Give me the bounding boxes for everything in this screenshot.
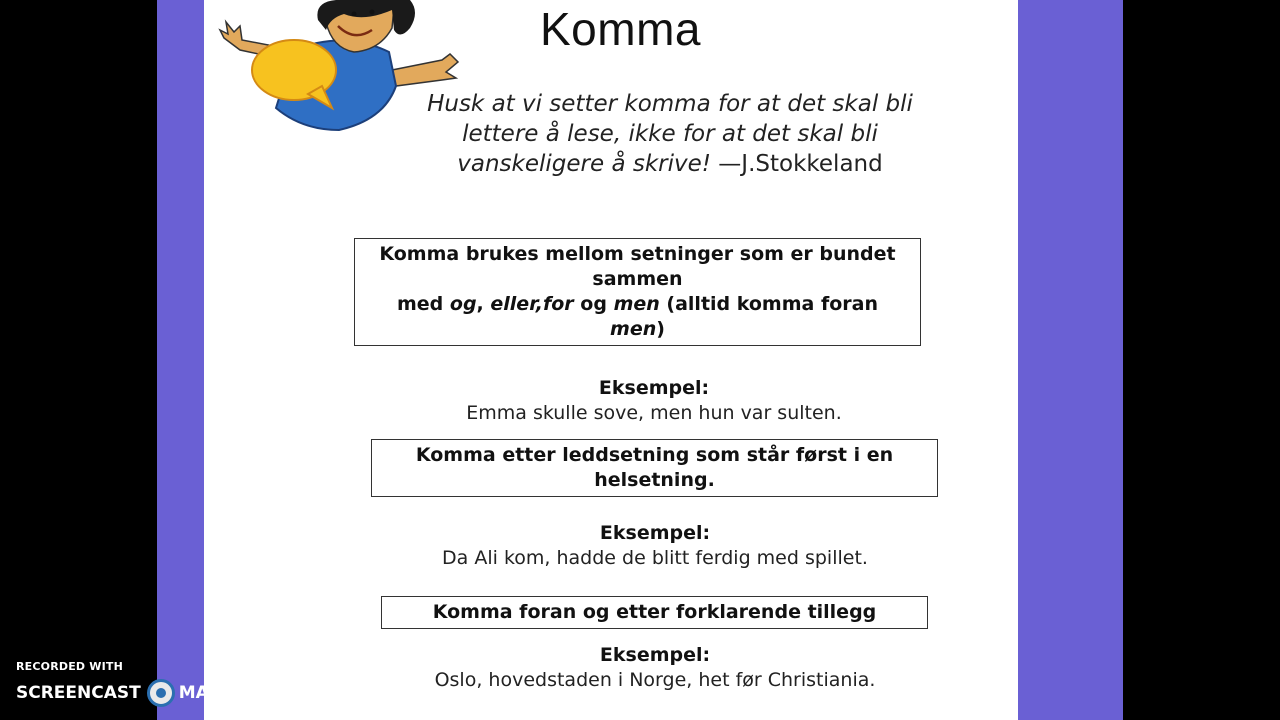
rule-box-3: [381, 596, 928, 629]
rule-1-line-1: Komma brukes mellom setninger som er bundet sammen: [379, 243, 896, 290]
example-heading: Eksempel:: [599, 644, 711, 666]
example-text: Oslo, hovedstaden i Norge, het før Christiania.: [434, 669, 876, 691]
slide-title: Komma: [540, 3, 701, 55]
rule-3-text: Komma foran og etter forklarende tillegg: [432, 601, 877, 623]
lens-icon: [147, 679, 175, 707]
brand-left: SCREENCAST: [16, 683, 141, 703]
screencast-watermark: [16, 660, 238, 707]
rule-2-text: Komma etter leddsetning som står først i en helsetning.: [415, 444, 894, 491]
brand-right: MATIC: [178, 683, 238, 703]
rule-1-line-2: med og, eller,for og men (alltid komma foran men): [396, 293, 878, 340]
rule-box-1: [354, 238, 921, 346]
quote-text: Husk at vi setter komma for at det skal bli lettere å lese, ikke for at det skal bli vanskeligere å skrive!: [427, 91, 913, 177]
screencast-brand: [16, 679, 238, 707]
recorded-with-label: RECORDED WITH: [16, 660, 124, 673]
example-1: [354, 376, 954, 426]
example-2: [355, 521, 955, 571]
example-text: Emma skulle sove, men hun var sulten.: [466, 402, 842, 424]
example-3: [355, 643, 955, 693]
quote-author: —J.Stokkeland: [718, 151, 883, 177]
example-heading: Eksempel:: [599, 522, 711, 544]
rule-box-2: [371, 439, 938, 497]
quote: [420, 89, 920, 179]
example-heading: Eksempel:: [598, 377, 710, 399]
example-text: Da Ali kom, hadde de blitt ferdig med spillet.: [442, 547, 868, 569]
